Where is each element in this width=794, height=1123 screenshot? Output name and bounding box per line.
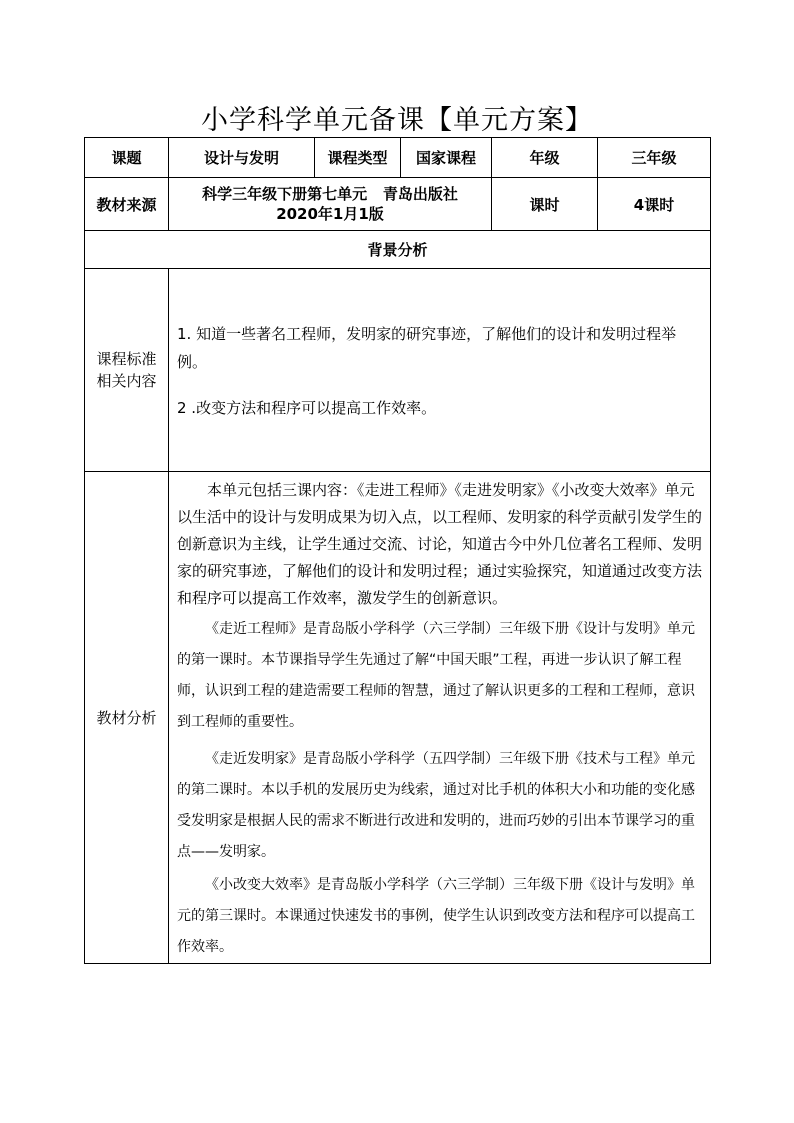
course-type-value: 国家课程 [401,138,492,178]
source-line-2: 2020年1月1版 [276,205,384,223]
topic-label: 课题 [85,138,169,178]
grade-value: 三年级 [598,138,711,178]
source-line-1: 科学三年级下册第七单元 青岛出版社 [202,185,458,203]
analysis-label: 教材分析 [85,472,169,964]
grade-label: 年级 [492,138,598,178]
analysis-intro: 本单元包括三课内容：《走进工程师》《走进发明家》《小改变大效率》单元以生活中的设计与发明成果为切入点，以工程师、发明家的科学贡献引发学生的创新意识为主线，让学生通过交流、讨论，知道古今中外几位著名工程师、发明家的研究事迹，了解他们的设计和发明过程；通过实验探究，知道通过改变方法和程序可以提高工作效率，激发学生的创新意识。 [177,481,703,607]
standards-label-line-2: 相关内容 [96,372,157,390]
standards-label-line-1: 课程标准 [96,350,157,368]
analysis-paragraph-2: 《走近发明家》是青岛版小学科学（五四学制）三年级下册《技术与工程》单元的第二课时。本以手机的发展历史为线索，通过对比手机的体积大小和功能的变化感受发明家是根据人民的需求不断进行改进和发明的，进而巧妙的引出本节课学习的重点——发明家。 [177,751,695,860]
standards-item-2: 2 .改变方法和程序可以提高工作效率。 [177,399,437,417]
standards-content [169,269,711,472]
standards-item-1: 1. 知道一些著名工程师，发明家的研究事迹，了解他们的设计和发明过程举例。 [177,325,677,371]
source-value [169,178,492,231]
analysis-content [169,472,711,964]
page-title: 小学科学单元备课【单元方案】 [201,105,593,136]
unit-plan-table [84,137,711,964]
topic-value: 设计与发明 [169,138,315,178]
table-row [85,231,711,269]
analysis-paragraph-1: 《走近工程师》是青岛版小学科学（六三学制）三年级下册《设计与发明》单元的第一课时。本节课指导学生先通过了解“中国天眼”工程，再进一步认识了解工程师，认识到工程的建造需要工程师的智慧，通过了解认识更多的工程和工程师，意识到工程师的重要性。 [177,621,695,730]
hours-value: 4课时 [598,178,711,231]
analysis-paragraph-3: 《小改变大效率》是青岛版小学科学（六三学制）三年级下册《设计与发明》单元的第三课时。本课通过快速发书的事例，使学生认识到改变方法和程序可以提高工作效率。 [177,877,695,955]
course-type-label: 课程类型 [315,138,401,178]
table-row [85,138,711,178]
background-header: 背景分析 [85,231,711,269]
table-row [85,472,711,964]
table-row [85,178,711,231]
source-label: 教材来源 [85,178,169,231]
hours-label: 课时 [492,178,598,231]
standards-label [85,269,169,472]
table-row [85,269,711,472]
